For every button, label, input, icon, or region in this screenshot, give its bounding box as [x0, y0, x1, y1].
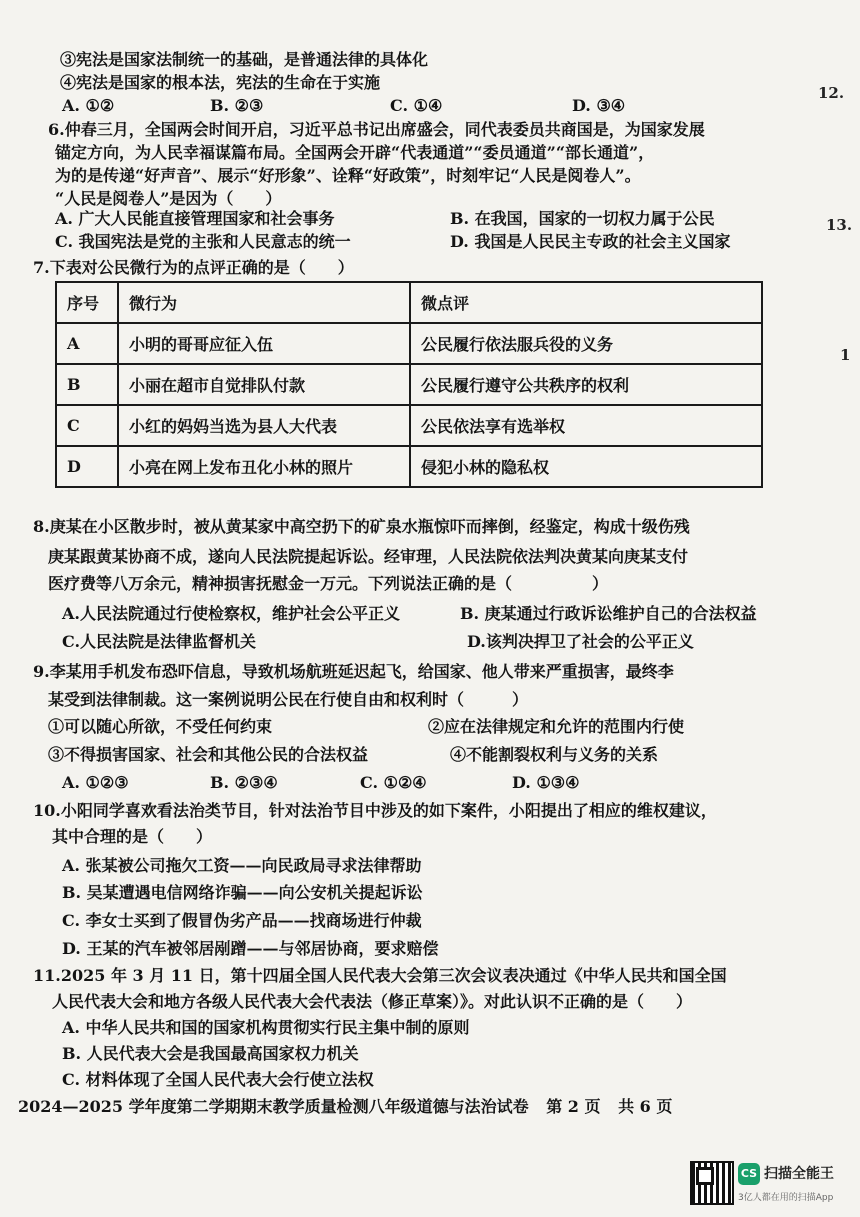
q6-option-b: B. 在我国，国家的一切权力属于公民 — [450, 209, 715, 228]
page-footer — [18, 1094, 672, 1117]
q10-option-b: B. 吴某遭遇电信网络诈骗——向公安机关提起诉讼 — [62, 883, 423, 902]
q8-option-a: A.人民法院通过行使检察权，维护社会公平正义 — [62, 604, 400, 623]
table-header: 微点评 — [410, 282, 762, 323]
camscanner-logo-icon: CS — [738, 1163, 760, 1185]
qr-code-icon — [690, 1161, 734, 1205]
q10-option-a: A. 张某被公司拖欠工资——向民政局寻求法律帮助 — [62, 856, 422, 875]
q5-option-d: D. ③④ — [572, 96, 626, 115]
q7-table — [55, 281, 763, 488]
table-header: 序号 — [56, 282, 118, 323]
q11-option-b: B. 人民代表大会是我国最高国家权力机关 — [62, 1044, 359, 1063]
table-cell: 公民履行遵守公共秩序的权利 — [410, 364, 762, 405]
q6-stem-line-4: “人民是阅卷人”是因为（ ） — [55, 189, 282, 208]
q5-option-c: C. ①④ — [390, 96, 443, 115]
q9-stem-line-1: 9.李某用手机发布恐吓信息，导致机场航班延迟起飞，给国家、他人带来严重损害，最终李 — [33, 662, 674, 681]
table-cell: B — [56, 364, 118, 405]
q9-option-b: B. ②③④ — [210, 773, 278, 792]
q8-option-d: D.该判决捍卫了社会的公平正义 — [467, 632, 694, 651]
q9-statement-4: ④不能割裂权利与义务的关系 — [450, 745, 659, 764]
q5-option-b: B. ②③ — [210, 96, 264, 115]
table-row — [56, 364, 762, 405]
q8-stem-line-2: 庚某跟黄某协商不成，遂向人民法院提起诉讼。经审理，人民法院依法判决黄某向庚某支付 — [48, 547, 689, 566]
table-cell: A — [56, 323, 118, 364]
table-cell: 小红的妈妈当选为县人大代表 — [118, 405, 410, 446]
table-cell: 侵犯小林的隐私权 — [410, 446, 762, 487]
table-header-row — [56, 282, 762, 323]
q6-stem-line-2: 锚定方向，为人民幸福谋篇布局。全国两会开辟“代表通道”“委员通道”“部长通道”， — [55, 143, 655, 162]
q11-stem-line-2: 人民代表大会和地方各级人民代表大会代表法（修正草案）》。对此认识不正确的是（ ） — [52, 992, 693, 1011]
q6-stem-line-3: 为的是传递“好声音”、展示“好形象”、诠释“好政策”，时刻牢记“人民是阅卷人”。 — [55, 166, 641, 185]
q8-option-b: B. 庚某通过行政诉讼维护自己的合法权益 — [460, 604, 757, 623]
margin-number-13: 13. — [826, 216, 853, 234]
table-cell: D — [56, 446, 118, 487]
q11-stem-line-1: 11.2025 年 3 月 11 日，第十四届全国人民代表大会第三次会议表决通过《中华人民共和国全国 — [33, 966, 727, 985]
table-cell: 公民履行依法服兵役的义务 — [410, 323, 762, 364]
q10-stem-line-1: 10.小阳同学喜欢看法治类节目，针对法治节目中涉及的如下案件，小阳提出了相应的维权建议， — [33, 801, 717, 820]
q11-option-c: C. 材料体现了全国人民代表大会行使立法权 — [62, 1070, 374, 1089]
statement-4: ④宪法是国家的根本法，宪法的生命在于实施 — [60, 73, 381, 92]
q9-option-a: A. ①②③ — [62, 773, 129, 792]
exam-title: 2024—2025 学年度第二学期期末教学质量检测八年级道德与法治试卷 — [18, 1097, 529, 1116]
q7-stem: 7.下表对公民微行为的点评正确的是（ ） — [33, 258, 354, 277]
q10-option-d: D. 王某的汽车被邻居剐蹭——与邻居协商，要求赔偿 — [62, 939, 439, 958]
table-row — [56, 405, 762, 446]
q9-option-d: D. ①③④ — [512, 773, 580, 792]
table-cell: 公民依法享有选举权 — [410, 405, 762, 446]
table-cell: 小亮在网上发布丑化小林的照片 — [118, 446, 410, 487]
page-number: 第 2 页 — [546, 1097, 601, 1116]
q8-option-c: C.人民法院是法律监督机关 — [62, 632, 257, 651]
table-row — [56, 323, 762, 364]
q9-statement-2: ②应在法律规定和允许的范围内行使 — [428, 717, 685, 736]
statement-3: ③宪法是国家法制统一的基础，是普通法律的具体化 — [60, 50, 429, 69]
table-row — [56, 446, 762, 487]
q11-option-a: A. 中华人民共和国的国家机构贯彻实行民主集中制的原则 — [62, 1018, 470, 1037]
q6-option-d: D. 我国是人民民主专政的社会主义国家 — [450, 232, 731, 251]
scanner-app-name: 扫描全能王 — [764, 1166, 834, 1182]
margin-number-12: 12. — [818, 84, 845, 102]
table-cell: C — [56, 405, 118, 446]
margin-number-1: 1 — [840, 346, 851, 364]
q6-stem-line-1: 6.仲春三月，全国两会时间开启，习近平总书记出席盛会，同代表委员共商国是，为国家发展 — [48, 120, 705, 139]
table-cell: 小丽在超市自觉排队付款 — [118, 364, 410, 405]
q8-stem-line-1: 8.庚某在小区散步时，被从黄某家中高空扔下的矿泉水瓶惊吓而摔倒，经鉴定，构成十级伤残 — [33, 517, 690, 536]
scanner-tagline: 3亿人都在用的扫描App — [738, 1193, 834, 1203]
q9-stem-line-2: 某受到法律制裁。这一案例说明公民在行使自由和权利时（ ） — [48, 690, 529, 709]
q6-option-a: A. 广大人民能直接管理国家和社会事务 — [55, 209, 335, 228]
q10-stem-line-2: 其中合理的是（ ） — [52, 827, 213, 846]
q8-stem-line-3: 医疗费等八万余元，精神损害抚慰金一万元。下列说法正确的是（ ） — [48, 574, 609, 593]
q9-statement-1: ①可以随心所欲，不受任何约束 — [48, 717, 273, 736]
table-cell: 小明的哥哥应征入伍 — [118, 323, 410, 364]
table-header: 微行为 — [118, 282, 410, 323]
page-total: 共 6 页 — [618, 1097, 673, 1116]
q6-option-c: C. 我国宪法是党的主张和人民意志的统一 — [55, 232, 351, 251]
q9-option-c: C. ①②④ — [360, 773, 427, 792]
q5-option-a: A. ①② — [62, 96, 115, 115]
q9-statement-3: ③不得损害国家、社会和其他公民的合法权益 — [48, 745, 369, 764]
q10-option-c: C. 李女士买到了假冒伪劣产品——找商场进行仲裁 — [62, 911, 422, 930]
